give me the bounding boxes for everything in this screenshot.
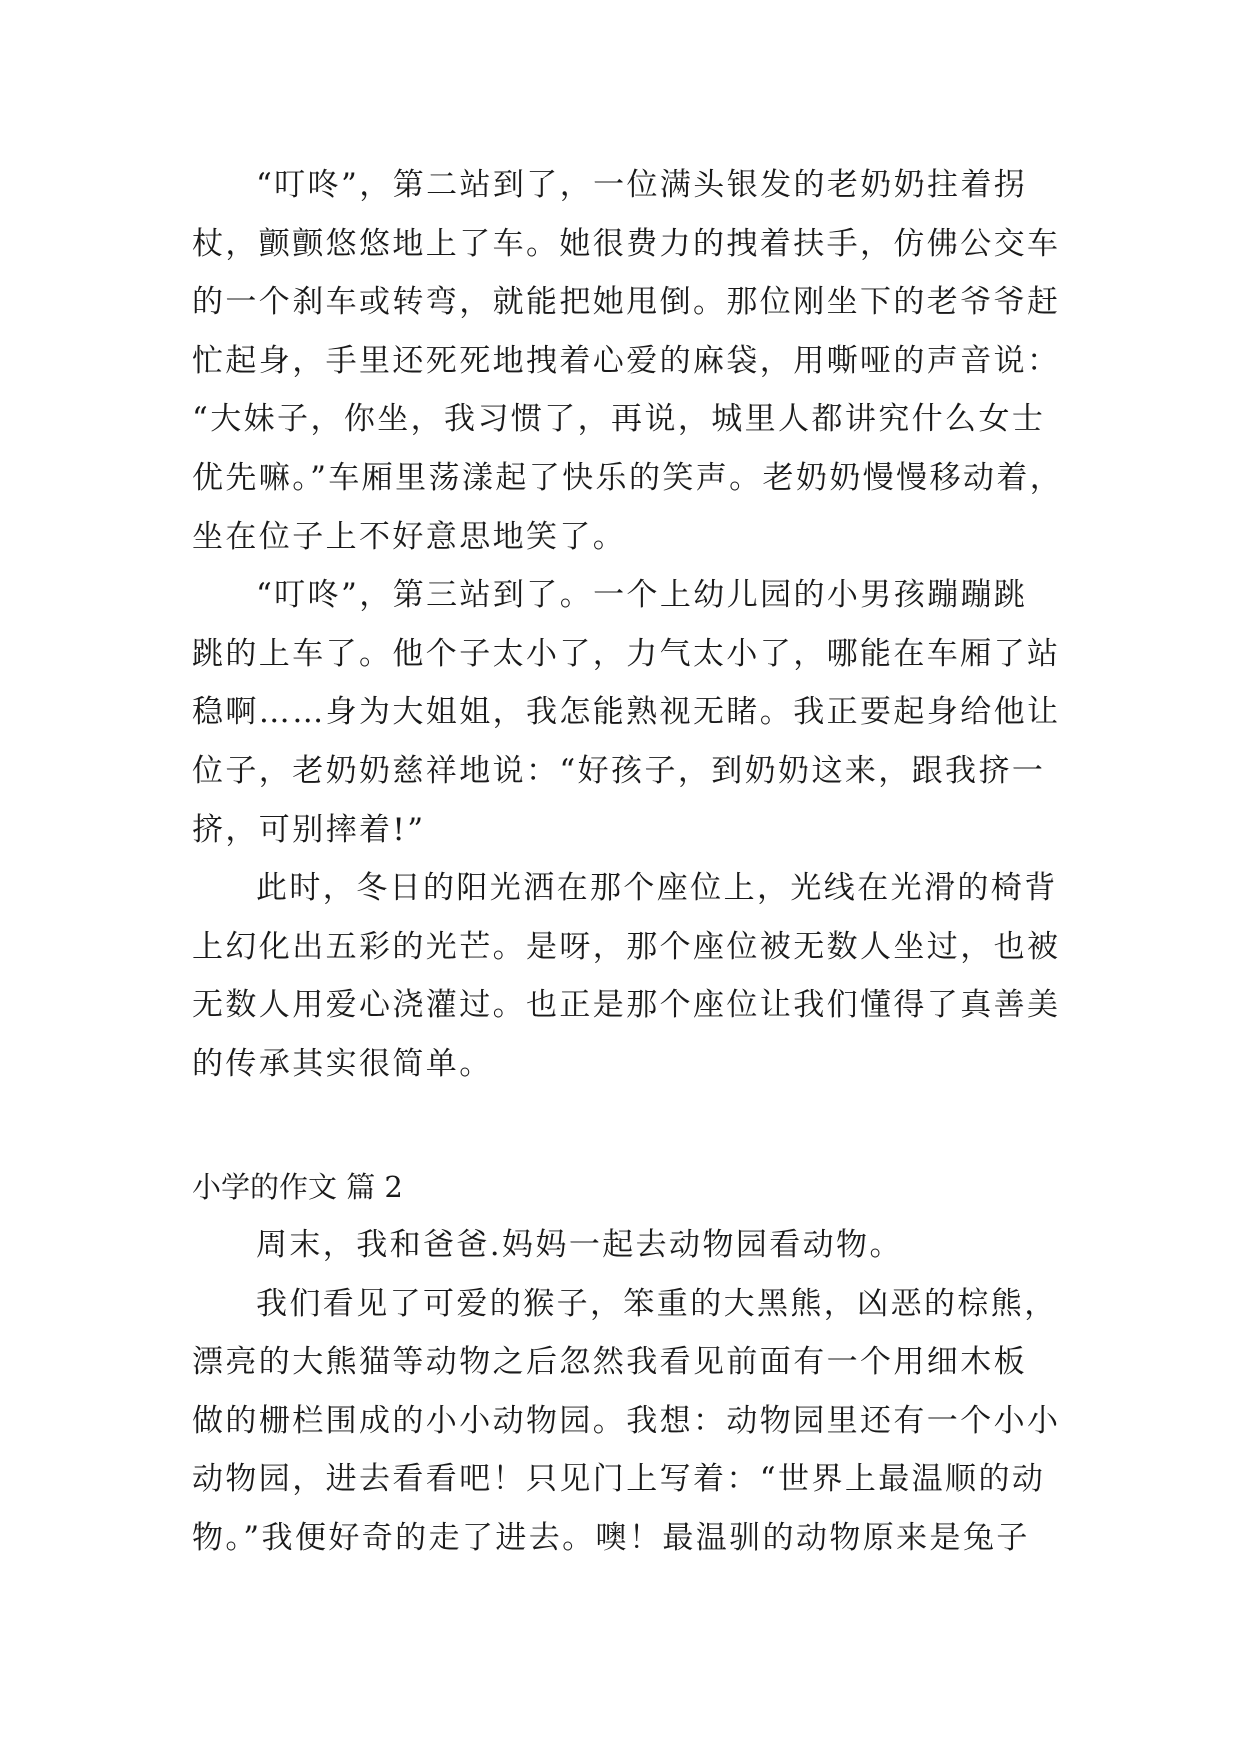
text-line: 无数人用爱心浇灌过。也正是那个座位让我们懂得了真善美 [192, 987, 1061, 1024]
paragraph-5 [192, 1275, 1061, 1568]
text-line: 跳的上车了。他个子太小了，力气太小了，哪能在车厢了站 [192, 635, 1061, 672]
text-line: 此时，冬日的阳光洒在那个座位上，光线在光滑的椅背 [256, 870, 1058, 907]
text-line: 我们看见了可爱的猴子，笨重的大黑熊，凶恶的棕熊， [256, 1285, 1058, 1322]
text-line: 周末，我和爸爸.妈妈一起去动物园看动物。 [256, 1227, 903, 1264]
text-line: “大妹子，你坐，我习惯了，再说，城里人都讲究什么女士 [192, 401, 1046, 438]
section-spacer [192, 1094, 1052, 1158]
section-title: 小学的作文 篇 2 [192, 1169, 403, 1204]
text-line: 的一个刹车或转弯，就能把她甩倒。那位刚坐下的老爷爷赶 [192, 284, 1061, 321]
text-line: “叮咚”，第二站到了，一位满头银发的老奶奶拄着拐 [256, 167, 1028, 203]
paragraph-1 [192, 156, 1064, 566]
text-line: 杖，颤颤悠悠地上了车。她很费力的拽着扶手，仿佛公交车 [192, 225, 1061, 262]
text-line: 位子，老奶奶慈祥地说：“好孩子，到奶奶这来，跟我挤一 [192, 752, 1046, 789]
text-line: 优先嘛。”车厢里荡漾起了快乐的笑声。老奶奶慢慢移动着， [192, 459, 1064, 496]
text-line: “叮咚”，第三站到了。一个上幼儿园的小男孩蹦蹦跳 [256, 577, 1028, 614]
paragraph-2 [192, 566, 1061, 859]
text-line: 动物园，进去看看吧！只见门上写着：“世界上最温顺的动 [192, 1461, 1046, 1498]
text-line: 挤，可别摔着!” [192, 811, 426, 848]
text-line: 漂亮的大熊猫等动物之后忽然我看见前面有一个用细木板 [192, 1344, 1027, 1381]
text-line: 稳啊……身为大姐姐，我怎能熟视无睹。我正要起身给他让 [192, 694, 1061, 731]
document-body [192, 156, 1064, 1568]
text-line: 的传承其实很简单。 [192, 1045, 493, 1082]
paragraph-4 [192, 1216, 1052, 1275]
text-line: 上幻化出五彩的光芒。是呀，那个座位被无数人坐过，也被 [192, 928, 1061, 965]
text-line: 做的栅栏围成的小小动物园。我想：动物园里还有一个小小 [192, 1402, 1061, 1439]
paragraph-3 [192, 859, 1061, 1093]
text-line: 物。”我便好奇的走了进去。噢！最温驯的动物原来是兔子 [192, 1520, 1030, 1557]
text-line: 坐在位子上不好意思地笑了。 [192, 518, 627, 555]
text-line: 忙起身，手里还死死地拽着心爱的麻袋，用嘶哑的声音说： [192, 342, 1061, 379]
